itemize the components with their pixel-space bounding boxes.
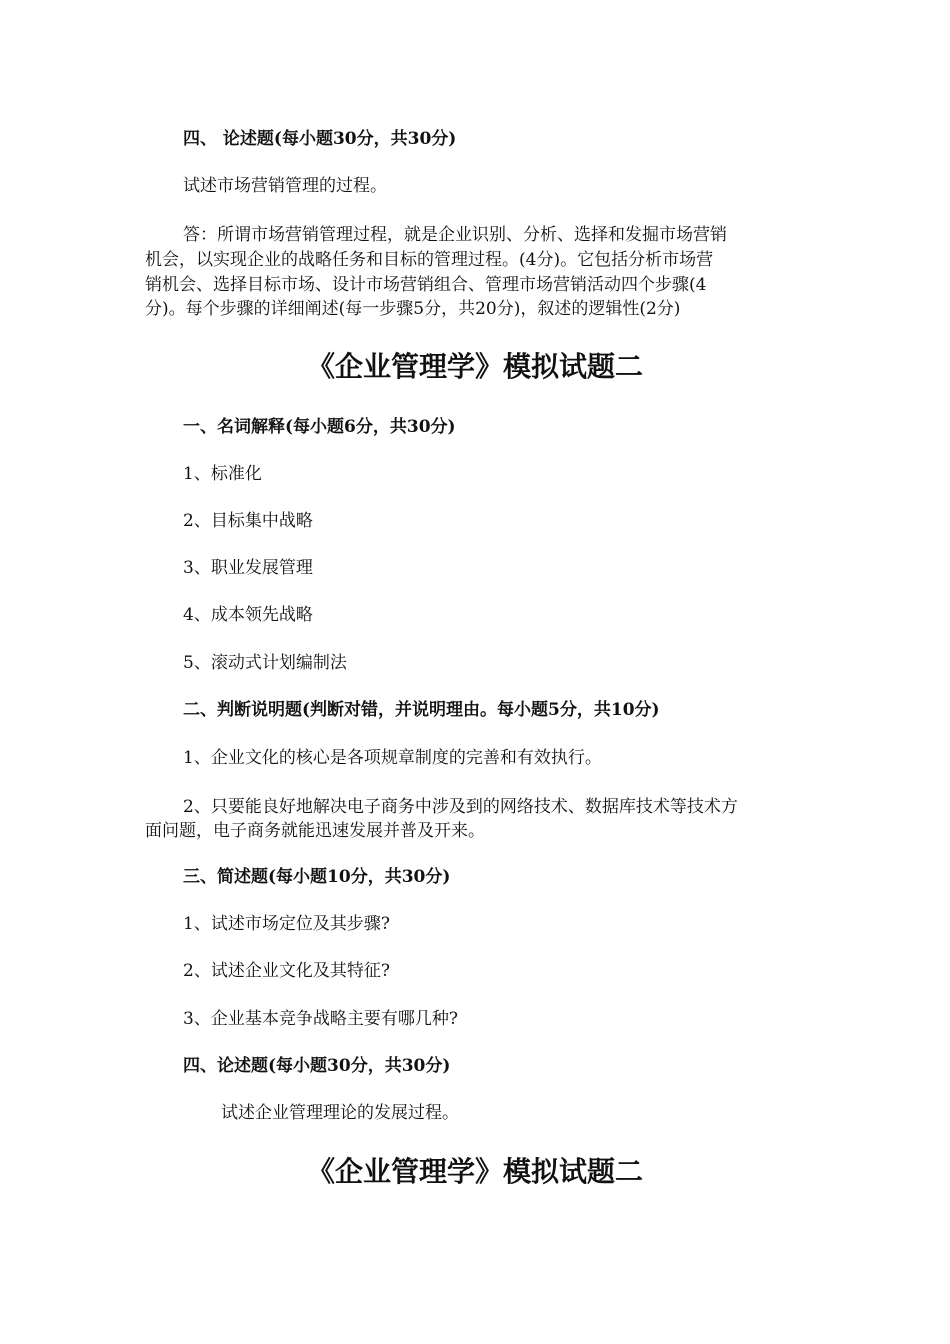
answer-line-2: 机会，以实现企业的战略任务和目标的管理过程。(4分)。它包括分析市场营 — [145, 250, 714, 270]
answer-line-1: 答：所谓市场营销管理过程，就是企业识别、分析、选择和发掘市场营销 — [183, 225, 727, 245]
definition-item-3: 3、职业发展管理 — [183, 558, 313, 578]
exam-title-2: 《企业管理学》模拟试题二 — [306, 1155, 643, 1188]
definition-item-4: 4、成本领先战略 — [183, 605, 313, 625]
answer-line-4: 分)。每个步骤的详细阐述(每一步骤5分，共20分)，叙述的逻辑性(2分) — [145, 299, 681, 319]
judgement-item-2-line-1: 2、只要能良好地解决电子商务中涉及到的网络技术、数据库技术等技术方 — [183, 797, 738, 817]
definition-item-5: 5、滚动式计划编制法 — [183, 653, 347, 673]
judgement-item-2-line-2: 面问题，电子商务就能迅速发展并普及开来。 — [145, 821, 485, 841]
short-answer-item-1: 1、试述市场定位及其步骤? — [183, 914, 390, 934]
judgement-item-1: 1、企业文化的核心是各项规章制度的完善和有效执行。 — [183, 748, 602, 768]
section-heading-short-answer: 三、简述题(每小题10分，共30分) — [183, 867, 451, 887]
short-answer-item-3: 3、企业基本竞争战略主要有哪几种? — [183, 1009, 458, 1029]
essay-question-1: 试述市场营销管理的过程。 — [183, 176, 387, 196]
section-heading-definitions: 一、名词解释(每小题6分，共30分) — [183, 417, 456, 437]
exam-title-1: 《企业管理学》模拟试题二 — [306, 350, 643, 383]
definition-item-1: 1、标准化 — [183, 464, 262, 484]
section-heading-judgement: 二、判断说明题(判断对错，并说明理由。每小题5分，共10分) — [183, 700, 660, 720]
section-heading-essay: 四、论述题(每小题30分，共30分) — [183, 1056, 451, 1076]
answer-line-3: 销机会、选择目标市场、设计市场营销组合、管理市场营销活动四个步骤(4 — [145, 275, 707, 295]
definition-item-2: 2、目标集中战略 — [183, 511, 313, 531]
essay-question-2: 试述企业管理理论的发展过程。 — [221, 1103, 459, 1123]
essay-heading-1: 四、 论述题(每小题30分，共30分) — [183, 129, 457, 149]
short-answer-item-2: 2、试述企业文化及其特征? — [183, 961, 390, 981]
